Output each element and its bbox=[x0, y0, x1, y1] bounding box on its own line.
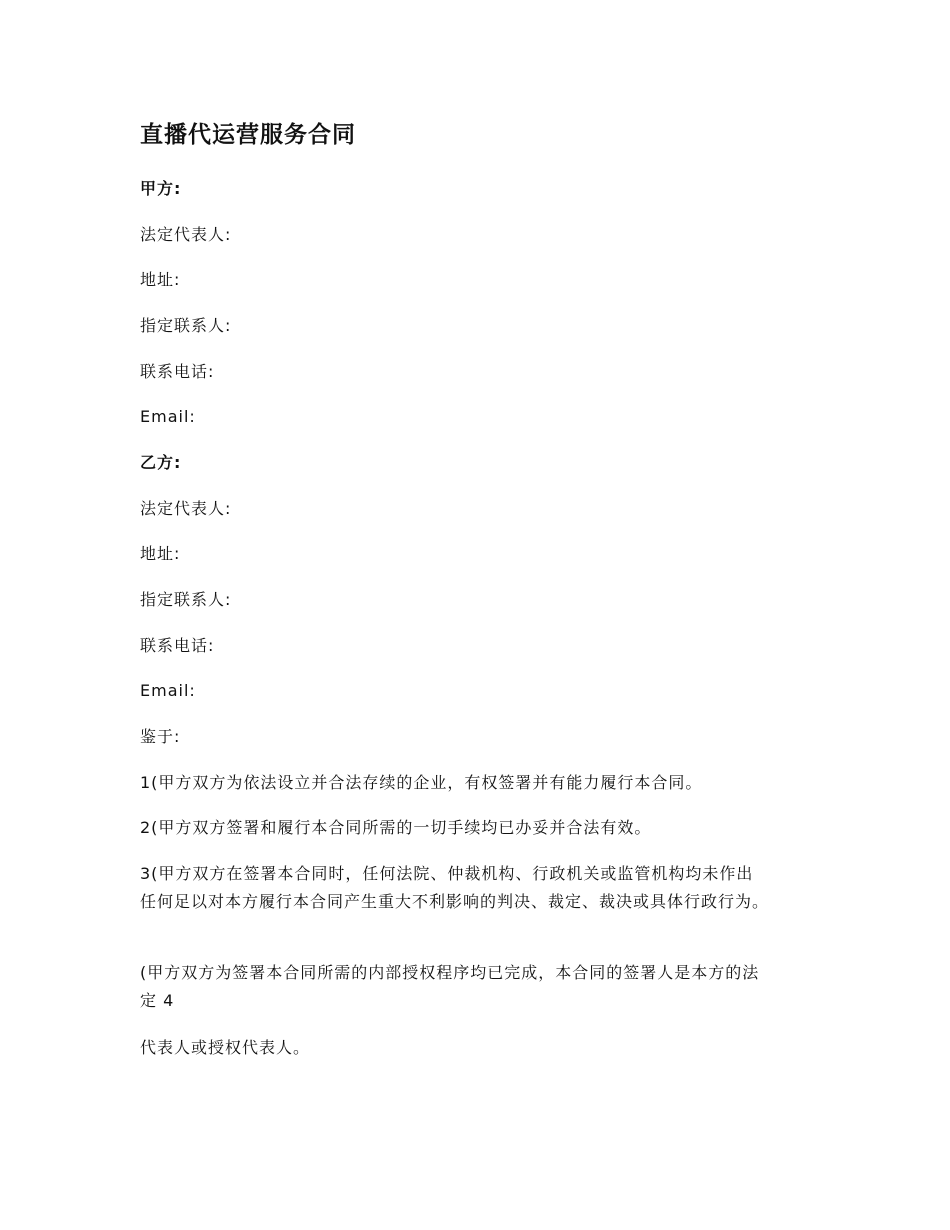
clause-4-line-1: (甲方双方为签署本合同所需的内部授权程序均已完成，本合同的签署人是本方的法 bbox=[140, 963, 760, 982]
clause-4-line-3: 代表人或授权代表人。 bbox=[140, 1038, 311, 1057]
party-b-email: Email: bbox=[140, 681, 196, 700]
party-a-phone: 联系电话: bbox=[140, 362, 215, 381]
party-a-heading: 甲方: bbox=[140, 179, 182, 198]
party-a-address: 地址: bbox=[140, 270, 181, 289]
clause-1: 1(甲方双方为依法设立并合法存续的企业，有权签署并有能力履行本合同。 bbox=[140, 773, 703, 792]
party-b-legal-rep: 法定代表人: bbox=[140, 499, 232, 518]
party-b-phone: 联系电话: bbox=[140, 636, 215, 655]
party-b-heading: 乙方: bbox=[140, 453, 182, 472]
whereas-heading: 鉴于: bbox=[140, 727, 181, 746]
clause-4-line-2: 定 4 bbox=[140, 991, 175, 1010]
party-a-legal-rep: 法定代表人: bbox=[140, 225, 232, 244]
clause-3-line-1: 3(甲方双方在签署本合同时，任何法院、仲裁机构、行政机关或监管机构均未作出 bbox=[140, 864, 754, 883]
party-a-email: Email: bbox=[140, 407, 196, 426]
clause-3-line-2: 任何足以对本方履行本合同产生重大不利影响的判决、裁定、裁决或具体行政行为。 bbox=[140, 892, 770, 911]
document-title: 直播代运营服务合同 bbox=[140, 122, 356, 148]
party-a-contact: 指定联系人: bbox=[140, 316, 232, 335]
party-b-address: 地址: bbox=[140, 544, 181, 563]
clause-2: 2(甲方双方签署和履行本合同所需的一切手续均已办妥并合法有效。 bbox=[140, 818, 652, 837]
party-b-contact: 指定联系人: bbox=[140, 590, 232, 609]
